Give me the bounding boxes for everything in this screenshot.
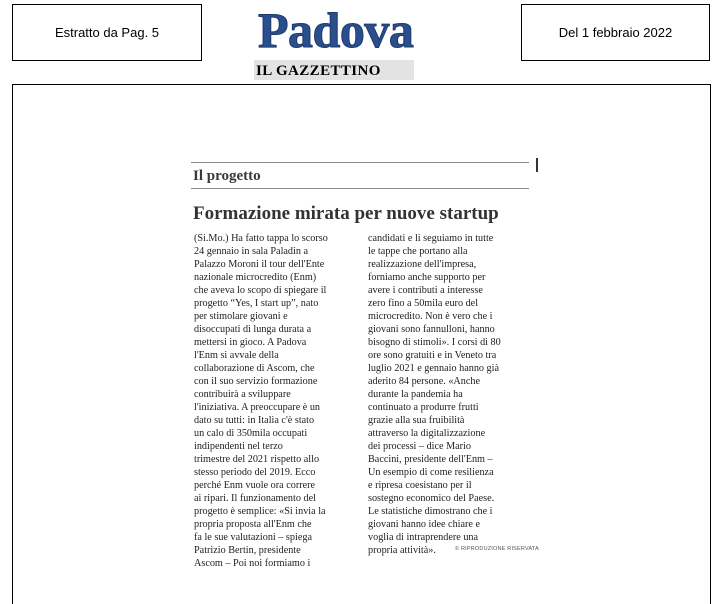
article-line: e ripresa coesistano per il <box>368 480 472 491</box>
article-line: perché Enm vuole ora correre <box>194 480 316 491</box>
article-line: durante la pandemia ha <box>368 389 463 400</box>
article-line: progetto “Yes, I start up”, nato <box>194 298 319 309</box>
newspaper-masthead <box>252 2 474 80</box>
article-headline: Formazione mirata per nuove startup <box>193 203 499 224</box>
article-line: contribuirà a sviluppare <box>194 389 291 400</box>
article-line: le tappe che portano alla <box>368 246 468 257</box>
article-line: ai ripari. Il funzionamento del <box>194 493 316 504</box>
article-line: attraverso la digitalizzazione <box>368 428 486 439</box>
article-line: sostegno economico del Paese. <box>368 493 495 504</box>
article-line: un calo di 350mila occupati <box>194 428 308 439</box>
article-line: Patrizio Bertin, presidente <box>194 545 301 556</box>
article-line: disoccupati di lunga durata a <box>194 324 312 335</box>
issue-date-box <box>521 4 710 61</box>
article-line: per stimolare giovani e <box>194 311 288 322</box>
article-line: dei processi – dice Mario <box>368 441 471 452</box>
article-line: Palazzo Moroni il tour dell'Ente <box>194 259 325 270</box>
article-line: l'iniziativa. A preoccupare è un <box>194 402 321 413</box>
article-line: propria proposta all'Enm che <box>194 519 312 530</box>
article-line: (Si.Mo.) Ha fatto tappa lo scorso <box>194 233 328 244</box>
article-line: voglia di intraprendere una <box>368 532 479 543</box>
article-line: progetto è semplice: «Si invia la <box>194 506 326 517</box>
article-line: zero fino a 50mila euro del <box>368 298 479 309</box>
article-line: continuato a produrre frutti <box>368 402 479 413</box>
article-line: grazie alla sua fruibilità <box>368 415 465 426</box>
article-line: nazionale microcredito (Enm) <box>194 272 317 283</box>
article-line: propria attività». <box>368 545 436 556</box>
page-number-box <box>12 4 202 61</box>
section-label: Il progetto <box>193 168 261 184</box>
top-rule <box>191 162 529 163</box>
article-line: Baccini, presidente dell'Enm – <box>368 454 493 465</box>
masthead-subtitle: IL GAZZETTINO <box>256 63 381 79</box>
article-line: bisogno di stimoli». I corsi di 80 <box>368 337 501 348</box>
article-line: che aveva lo scopo di spiegare il <box>194 285 327 296</box>
article-line: forniamo anche supporto per <box>368 272 486 283</box>
article-line: mettersi in gioco. A Padova <box>194 337 307 348</box>
article-line: avere i contributi a interesse <box>368 285 483 296</box>
article-line: giovani sono fannulloni, hanno <box>368 324 495 335</box>
article-line: aderito 84 persone. «Anche <box>368 376 481 387</box>
article-column-2 <box>368 232 538 557</box>
article-line: giovani hanno idee chiare e <box>368 519 481 530</box>
article-clipping <box>191 158 539 569</box>
section-rule <box>191 188 529 189</box>
article-line: indipendenti nel terzo <box>194 441 283 452</box>
article-line: luglio 2021 e gennaio hanno già <box>368 363 499 374</box>
column-tick-mark <box>536 158 538 172</box>
article-line: Un esempio di come resilienza <box>368 467 494 478</box>
article-line: dato su tutti: in Italia c'è stato <box>194 415 315 426</box>
article-line: microcredito. Non è vero che i <box>368 311 493 322</box>
article-line: trimestre del 2021 rispetto allo <box>194 454 320 465</box>
copyright-notice: © RIPRODUZIONE RISERVATA <box>455 546 539 552</box>
article-line: stesso periodo del 2019. Ecco <box>194 467 316 478</box>
article-line: Le statistiche dimostrano che i <box>368 506 493 517</box>
article-line: realizzazione dell'impresa, <box>368 259 477 270</box>
article-line: candidati e li seguiamo in tutte <box>368 233 494 244</box>
article-line: collaborazione di Ascom, che <box>194 363 315 374</box>
article-column-1 <box>194 232 366 570</box>
masthead-title: Padova <box>258 2 414 58</box>
article-line: ore sono gratuiti e in Veneto tra <box>368 350 497 361</box>
issue-date-label: Del 1 febbraio 2022 <box>558 25 673 40</box>
article-line: con il suo servizio formazione <box>194 376 318 387</box>
article-line: fa le sue valutazioni – spiega <box>194 532 312 543</box>
page-number-label: Estratto da Pag. 5 <box>54 25 160 40</box>
article-line: 24 gennaio in sala Paladin a <box>194 246 309 257</box>
article-line: l'Enm si avvale della <box>194 350 279 361</box>
article-line: Ascom – Poi noi formiamo i <box>194 558 311 569</box>
